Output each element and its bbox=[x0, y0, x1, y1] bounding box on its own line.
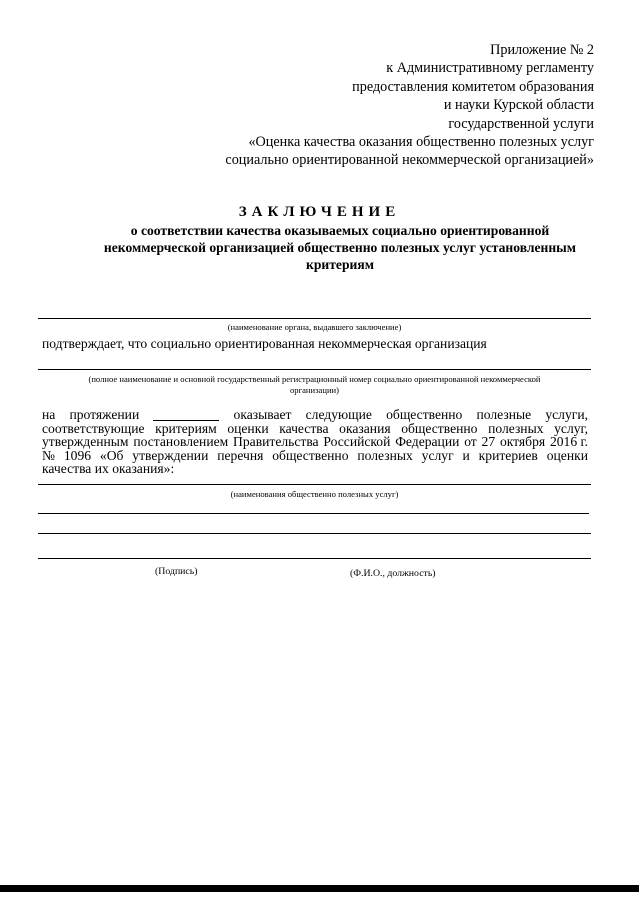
appendix-block bbox=[174, 41, 594, 170]
services-blank-line bbox=[38, 484, 591, 485]
subtitle-line: некоммерческой организацией общественно полезных услуг установленным bbox=[103, 240, 577, 255]
appendix-line: государственной услуги bbox=[448, 115, 594, 132]
appendix-line: предоставления комитетом образования bbox=[352, 78, 594, 95]
caption-signature: (Подпись) bbox=[155, 566, 198, 577]
paragraph-line: утвержденным постановлением Правительства Российской Федерации от 27 октября 2016 г. bbox=[42, 434, 588, 450]
paragraph-line: на протяжении оказывает следующие общественно полезные услуги, bbox=[42, 407, 588, 422]
paragraph-line: качества их оказания»: bbox=[42, 461, 175, 477]
appendix-line: к Административному регламенту bbox=[386, 60, 594, 77]
caption-organ: (наименование органа, выдавшего заключение) bbox=[227, 322, 402, 332]
paragraph-line: № 1096 «Об утверждении перечня общественно полезных услуг и критериев оценки bbox=[42, 447, 588, 463]
caption-org-name: организации) bbox=[290, 385, 339, 395]
subtitle-line: критериям bbox=[306, 257, 374, 272]
confirms-text: подтверждает, что социально ориентированная некоммерческая организация bbox=[42, 336, 487, 351]
appendix-line: «Оценка качества оказания общественно полезных услуг bbox=[248, 134, 594, 151]
subtitle-line: о соответствии качества оказываемых социально ориентированной bbox=[130, 223, 550, 238]
services-blank-line bbox=[38, 533, 591, 534]
appendix-line: Приложение № 2 bbox=[490, 42, 594, 58]
caption-name-position: (Ф.И.О., должность) bbox=[350, 568, 436, 579]
document-subtitle bbox=[40, 222, 639, 273]
org-name-blank-line bbox=[38, 369, 591, 370]
organ-blank-line bbox=[38, 318, 591, 319]
appendix-line: и науки Курской области bbox=[443, 97, 594, 114]
scan-edge-bar bbox=[0, 885, 639, 892]
services-blank-line bbox=[38, 513, 589, 514]
services-paragraph bbox=[42, 408, 588, 476]
appendix-line: социально ориентированной некоммерческой организацией» bbox=[225, 152, 594, 169]
paragraph-line: соответствующие критериям оценки качества оказания общественно полезных услуг, bbox=[42, 420, 588, 436]
signature-blank-line bbox=[38, 558, 591, 559]
caption-org-name: (полное наименование и основной государственный регистрационный номер социально ориентированной некоммерческой bbox=[88, 374, 541, 384]
caption-services: (наименования общественно полезных услуг) bbox=[230, 489, 399, 499]
document-title: ЗАКЛЮЧЕНИЕ bbox=[238, 204, 401, 220]
period-blank bbox=[153, 408, 219, 421]
